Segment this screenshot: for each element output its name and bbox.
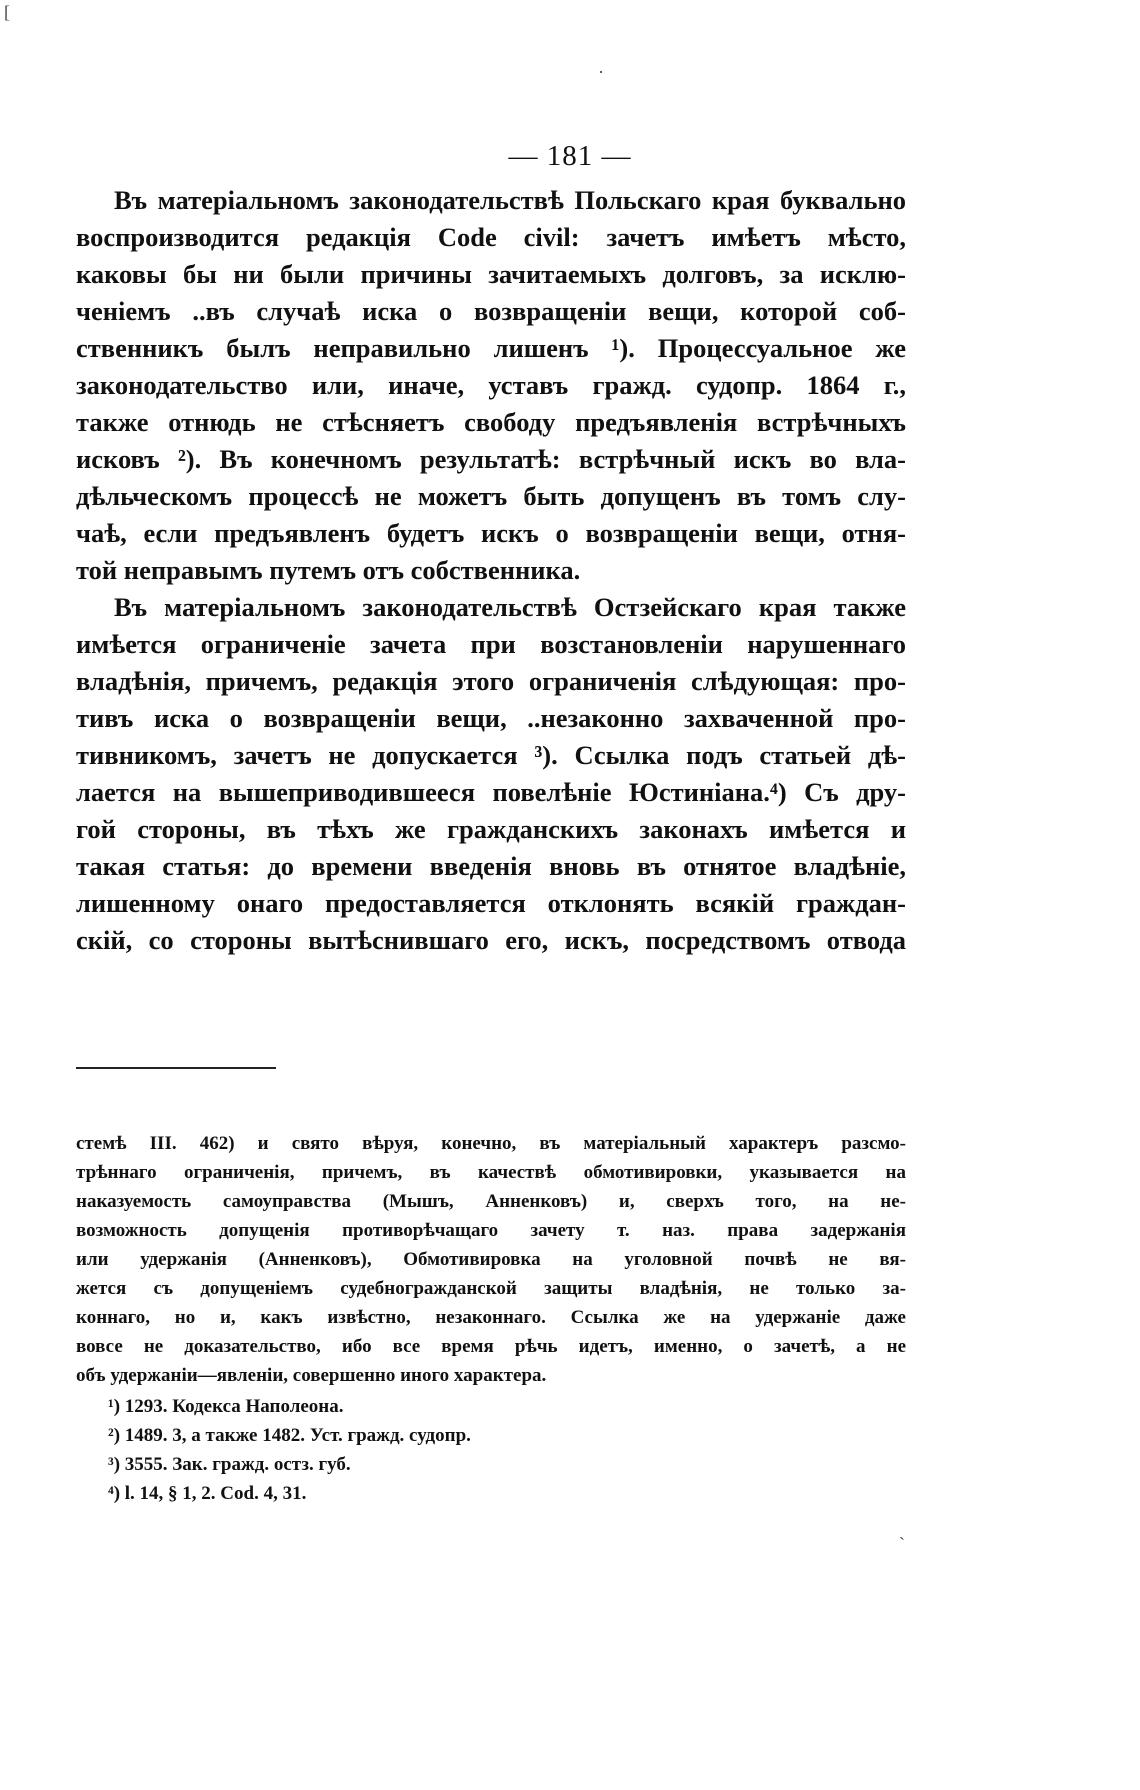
footnote-line: объ удержаніи—явленіи, совершенно иного характера.	[76, 1365, 547, 1386]
body-line: исковъ ²). Въ конечномъ результатѣ: встрѣчный искъ во вла-	[76, 444, 906, 474]
body-line: ченіемъ ..въ случаѣ иска о возвращеніи вещи, которой соб-	[76, 296, 906, 326]
footnote-line: стемѣ III. 462) и свято вѣруя, конечно, въ матеріальный характеръ разсмо-	[76, 1133, 906, 1154]
body-line: имѣется ограниченіе зачета при возстановленіи нарушеннаго	[76, 629, 906, 659]
scan-mark: ·	[598, 62, 604, 82]
body-line: ственникъ былъ неправильно лишенъ ¹). Процессуальное же	[76, 333, 906, 363]
body-line: скій, со стороны вытѣснившаго его, искъ, посредствомъ отвода	[76, 925, 906, 955]
body-line: такая статья: до времени введенія вновь въ отнятое владѣніе,	[76, 851, 906, 881]
footnote-line: коннаго, но и, какъ извѣстно, незаконнаго. Ссылка же на удержаніе даже	[76, 1307, 906, 1328]
footnote-line: возможность допущенія противорѣчащаго зачету т. наз. права задержанія	[76, 1220, 906, 1241]
body-line: Въ матеріальномъ законодательствѣ Остзейскаго края также	[114, 592, 906, 622]
footnote-line: жется съ допущеніемъ судебногражданской защиты владѣнія, не только за-	[76, 1278, 906, 1299]
body-line: чаѣ, если предъявленъ будетъ искъ о возвращеніи вещи, отня-	[76, 518, 906, 548]
body-line: законодательство или, иначе, уставъ гражд. судопр. 1864 г.,	[76, 370, 906, 400]
footnote-ref: ²) 1489. 3, а также 1482. Уст. гражд. судопр.	[108, 1425, 471, 1446]
footnote-ref: ³) 3555. Зак. гражд. остз. губ.	[108, 1454, 351, 1475]
body-line: той неправымъ путемъ отъ собственника.	[76, 555, 581, 585]
body-line: также отнюдь не стѣсняетъ свободу предъявленія встрѣчныхъ	[76, 407, 906, 437]
footnote-line: вовсе не доказательство, ибо все время рѣчь идетъ, именно, о зачетѣ, а не	[76, 1336, 906, 1357]
body-line: тивъ иска о возвращеніи вещи, ..незаконно захваченной про-	[76, 703, 906, 733]
footnote-ref: ⁴) l. 14, § 1, 2. Cod. 4, 31.	[108, 1483, 307, 1504]
body-line: лишенному онаго предоставляется отклонять всякій граждан-	[76, 888, 906, 918]
body-line: тивникомъ, зачетъ не допускается ³). Ссылка подъ статьей дѣ-	[76, 740, 906, 770]
footnote-separator	[76, 1067, 276, 1069]
scan-mark: [	[4, 2, 10, 22]
footnote-line: или удержанія (Анненковъ), Обмотивировка на уголовной почвѣ не вя-	[76, 1249, 906, 1270]
body-line: дѣльческомъ процессѣ не можетъ быть допущенъ въ томъ слу-	[76, 481, 906, 511]
footnote-line: трѣннаго ограниченія, причемъ, въ качествѣ обмотивировки, указывается на	[76, 1162, 906, 1183]
body-line: Въ матеріальномъ законодательствѣ Польскаго края буквально	[114, 185, 906, 215]
body-line: владѣнія, причемъ, редакція этого ограниченія слѣдующая: про-	[76, 666, 906, 696]
body-line: воспроизводится редакція Code civil: зачетъ имѣетъ мѣсто,	[76, 222, 906, 252]
scan-mark: ˎ	[899, 1520, 905, 1540]
footnote-ref: ¹) 1293. Кодекса Наполеона.	[108, 1396, 344, 1417]
body-line: каковы бы ни были причины зачитаемыхъ долговъ, за исклю-	[76, 259, 906, 289]
body-line: лается на вышеприводившееся повелѣніе Юстиніана.⁴) Съ дру-	[76, 777, 906, 807]
footnote-line: наказуемость самоуправства (Мышъ, Анненковъ) и, сверхъ того, на не-	[76, 1191, 906, 1212]
page-number: — 181 —	[508, 140, 632, 172]
body-line: гой стороны, въ тѣхъ же гражданскихъ законахъ имѣется и	[76, 814, 906, 844]
